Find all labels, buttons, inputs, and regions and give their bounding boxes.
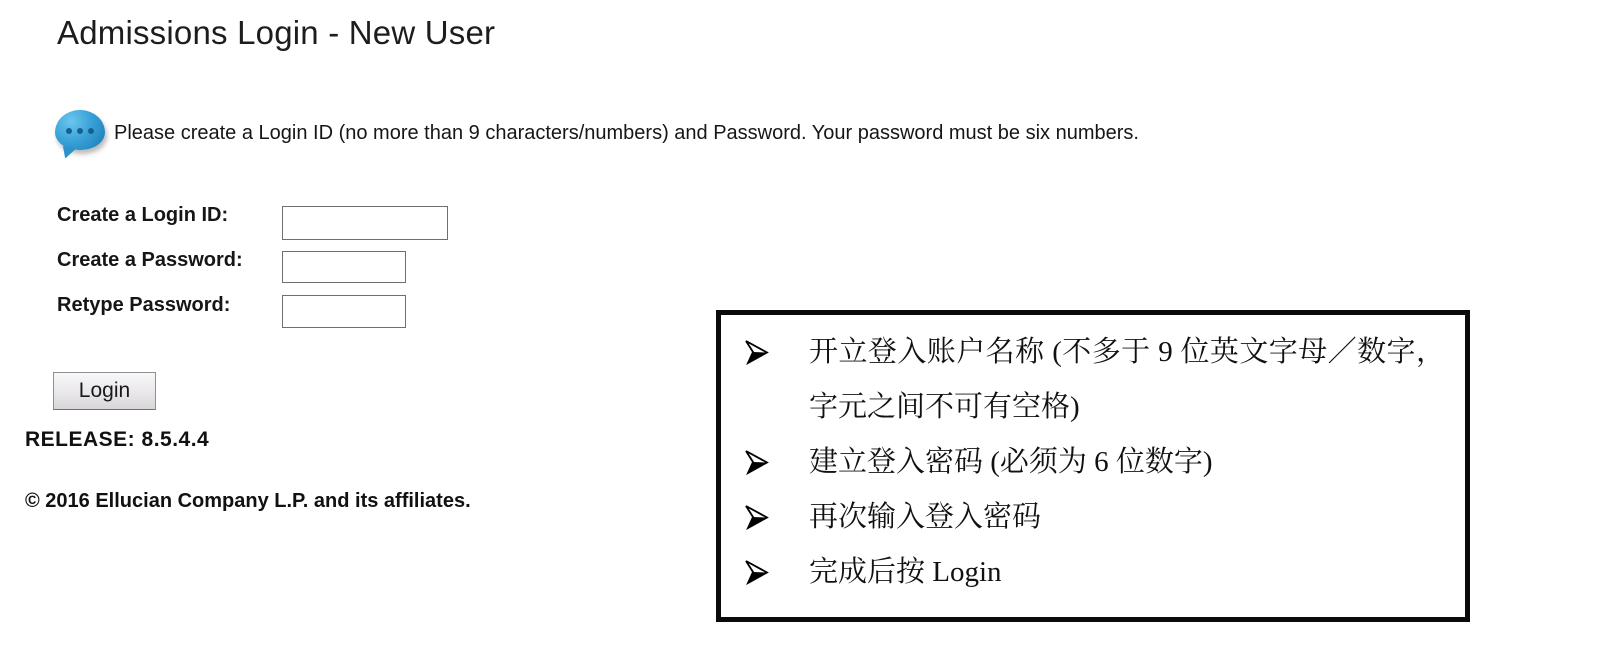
- annotation-text: 开立登入账户名称 (不多于 9 位英文字母／数字，字元之间不可有空格): [809, 336, 1445, 423]
- annotation-item: [743, 435, 1445, 490]
- annotation-text: 再次输入登入密码: [809, 501, 1042, 533]
- annotation-list: [721, 315, 1465, 600]
- annotation-box: [716, 310, 1470, 622]
- copyright-text: © 2016 Ellucian Company L.P. and its affiliates.: [25, 490, 471, 512]
- speech-bubble-icon: [55, 110, 105, 156]
- arrow-bullet-icon: [743, 559, 769, 585]
- annotation-item: [743, 490, 1445, 545]
- password-input[interactable]: [282, 251, 406, 283]
- login-id-input[interactable]: [282, 206, 448, 240]
- bubble-dot: [66, 128, 72, 134]
- release-text: RELEASE: 8.5.4.4: [25, 428, 210, 451]
- info-message: Please create a Login ID (no more than 9 characters/numbers) and Password. Your password must be six numbers.: [114, 122, 1139, 144]
- login-id-label: Create a Login ID:: [57, 204, 229, 226]
- password-label: Create a Password:: [57, 249, 243, 271]
- retype-password-input[interactable]: [282, 295, 406, 328]
- login-button[interactable]: Login: [53, 372, 156, 410]
- bubble-dot: [88, 128, 94, 134]
- arrow-bullet-icon: [743, 504, 769, 530]
- speech-bubble-body: [55, 110, 105, 150]
- annotation-text: 建立登入密码 (必须为 6 位数字): [809, 446, 1213, 478]
- arrow-bullet-icon: [743, 449, 769, 475]
- annotation-item: [743, 325, 1445, 435]
- retype-password-label: Retype Password:: [57, 294, 231, 316]
- bubble-dot: [77, 128, 83, 134]
- annotation-text: 完成后按 Login: [809, 556, 1002, 588]
- annotation-item: [743, 545, 1445, 600]
- arrow-bullet-icon: [743, 339, 769, 365]
- page-title: Admissions Login - New User: [57, 14, 496, 51]
